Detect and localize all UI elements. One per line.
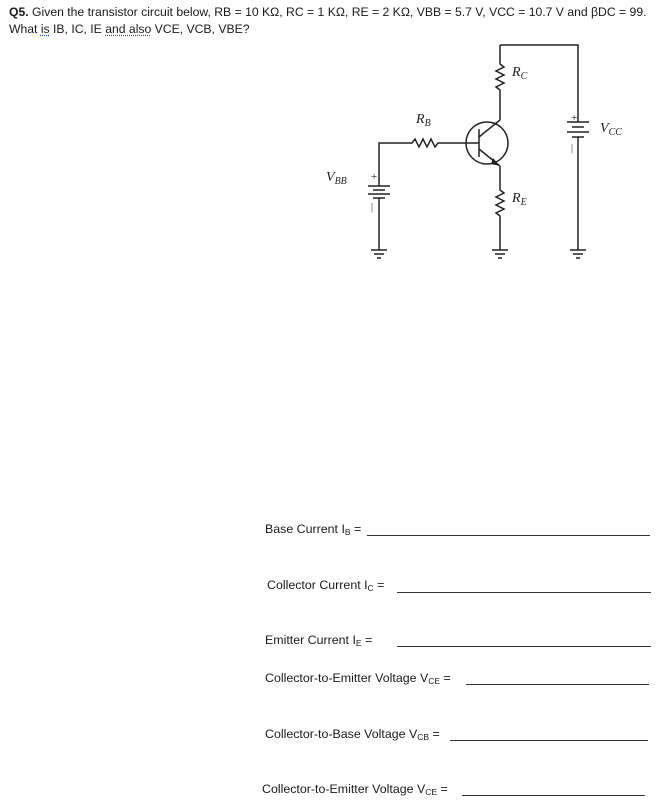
collector-base-voltage-label xyxy=(265,727,440,742)
vcc-plus-sign: + xyxy=(571,112,578,124)
collector-emitter-voltage-label-2 xyxy=(262,782,448,797)
rc-label: $R_C$ xyxy=(512,65,528,82)
question-text-part: IB, IC, IE xyxy=(49,22,106,36)
vbb-battery xyxy=(368,180,390,250)
answer-label-sub: CE xyxy=(425,787,438,797)
emitter-current-answer-line[interactable] xyxy=(397,646,651,647)
question-number: Q5. xyxy=(9,5,29,19)
answer-label-text: Collector-to-Emitter Voltage V xyxy=(265,671,429,685)
collector-base-voltage-answer-line[interactable] xyxy=(450,740,648,741)
vcc-battery xyxy=(567,112,589,250)
answer-label-text: Base Current I xyxy=(265,522,345,536)
transistor-circuit-diagram xyxy=(0,0,664,290)
answer-label-sub: C xyxy=(367,583,374,593)
re-resistor xyxy=(496,166,504,250)
answer-label-eq: = xyxy=(373,578,385,592)
vbb-plus-sign: + xyxy=(371,171,378,183)
answer-label-eq: = xyxy=(429,727,440,741)
answer-label-text: Emitter Current I xyxy=(265,633,356,647)
base-current-answer-line[interactable] xyxy=(367,535,650,536)
re-label: $R_E$ xyxy=(512,191,527,208)
vcc-ground xyxy=(570,250,586,258)
answer-label-sub: E xyxy=(355,638,362,648)
collector-emitter-voltage-label xyxy=(265,671,451,686)
answer-label-eq: = xyxy=(440,671,451,685)
answer-label-sub: CB xyxy=(417,732,430,742)
vcc-minus-sign: | xyxy=(571,143,574,154)
collector-emitter-voltage-answer-line[interactable] xyxy=(466,684,649,685)
vbb-minus-sign: | xyxy=(371,202,374,213)
spellcheck-phrase: and also xyxy=(105,22,152,36)
answer-label-text: Collector-to-Base Voltage V xyxy=(265,727,418,741)
collector-emitter-voltage-answer-line-2[interactable] xyxy=(462,795,645,796)
answer-label-eq: = xyxy=(350,522,362,536)
collector-current-answer-line[interactable] xyxy=(397,592,651,593)
spellcheck-word: is xyxy=(40,22,50,36)
rb-resistor xyxy=(379,139,479,180)
answer-label-sub: CE xyxy=(428,676,441,686)
question-text-part: What xyxy=(9,22,41,36)
vcc-label: $V_{CC}$ xyxy=(600,121,622,138)
question-givens: Given the transistor circuit below, RB = 10 KΩ, RC = 1 KΩ, RE = 2 KΩ, VBB = 5.7 V, VCC = 10.7 V and βDC = 99. xyxy=(32,5,647,19)
rb-label: $R_B$ xyxy=(416,112,431,129)
re-ground xyxy=(492,250,508,258)
collector-current-label xyxy=(267,578,384,593)
rc-resistor xyxy=(496,45,504,120)
emitter-current-label xyxy=(265,633,372,648)
question-text-part: VCE, VCB, VBE? xyxy=(151,22,250,36)
answer-label-text: Collector Current I xyxy=(267,578,368,592)
answer-label-sub: B xyxy=(344,527,351,537)
vbb-ground xyxy=(371,250,387,258)
answer-label-eq: = xyxy=(361,633,373,647)
answer-label-text: Collector-to-Emitter Voltage V xyxy=(262,782,426,796)
vbb-label: $V_{BB}$ xyxy=(326,170,347,187)
answer-label-eq: = xyxy=(437,782,448,796)
base-current-label xyxy=(265,522,361,537)
